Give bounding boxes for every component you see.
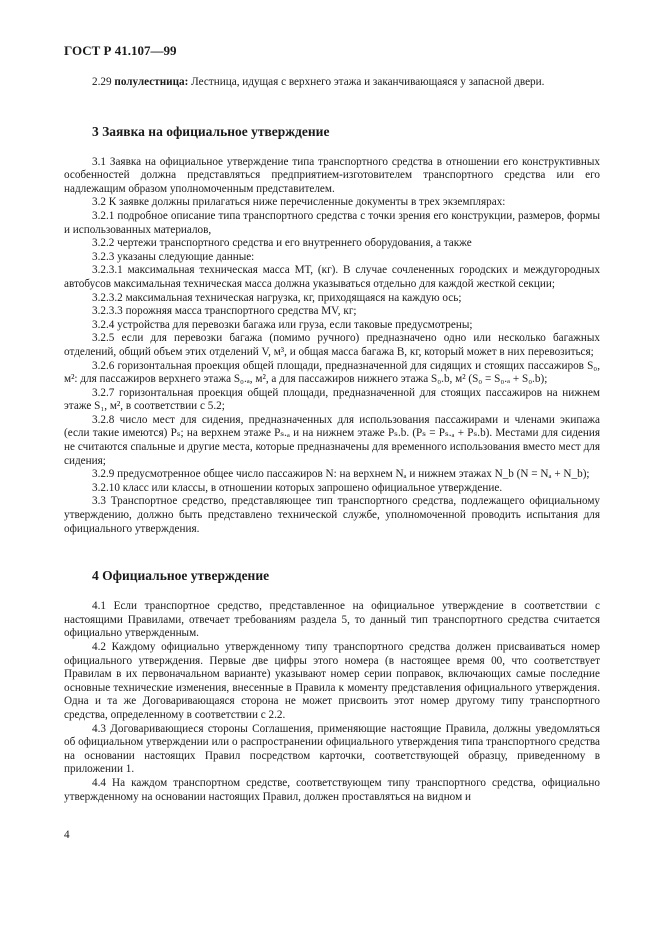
- paragraph-2-29: [64, 76, 600, 90]
- definition-text: Лестница, идущая с верхнего этажа и заканчивающаяся у запасной двери.: [191, 76, 545, 88]
- clause-number: 2.29: [92, 76, 112, 88]
- section3-paragraph: 3.2.3.1 максимальная техническая масса МТ, (кг). В случае сочлененных городских и междугородных автобусов максимальная техническая масса должна указываться отдельно для каждой жесткой секции;: [64, 264, 600, 290]
- section3-paragraph: 3.2.3.3 порожняя масса транспортного средства MV, кг;: [92, 305, 357, 318]
- section-3-body: [64, 156, 600, 537]
- section-4-title: 4 Официальное утверждение: [92, 568, 270, 584]
- section3-paragraph: 3.2.3 указаны следующие данные:: [92, 250, 255, 263]
- section4-paragraph: 4.1 Если транспортное средство, представленное на официальное утверждение в соответствии с настоящими Правилами, отвечает требованиям раздела 5, то данный тип транспортного средства считается официально утвержденным.: [64, 600, 600, 640]
- section3-paragraph: 3.2 К заявке должны прилагаться ниже перечисленные документы в трех экземплярах:: [92, 196, 506, 209]
- section3-paragraph: 3.2.3.2 максимальная техническая нагрузка, кг, приходящаяся на каждую ось;: [92, 291, 462, 304]
- page-number: 4: [64, 829, 70, 841]
- term: полулестница:: [114, 76, 189, 88]
- section3-paragraph: 3.2.8 число мест для сидения, предназначенных для использования пассажирами и членами экипажа (если такие имеются) Pₛ; на верхнем этаже Pₛ.ₐ и на нижнем этаже Pₛ.b. (Pₛ = Pₛ.ₐ + Pₛ.b). Местами для сидения не считаются спальные и другие места, которые предназначены для временного использования вместо мест для сидения;: [64, 413, 600, 467]
- section-3-title: 3 Заявка на официальное утверждение: [92, 123, 330, 139]
- section3-paragraph: 3.3 Транспортное средство, представляющее тип транспортного средства, подлежащего официальному утверждению, должно быть представлено технической службе, уполномоченной проводить испытания для официального утверждения.: [64, 495, 600, 535]
- section3-paragraph: 3.2.10 класс или классы, в отношении которых запрошено официальное утверждение.: [92, 481, 503, 494]
- document-header: ГОСТ Р 41.107—99: [64, 43, 177, 58]
- section3-paragraph: 3.2.4 устройства для перевозки багажа или груза, если таковые предусмотрены;: [92, 318, 473, 331]
- section3-paragraph: 3.2.9 предусмотренное общее число пассажиров N: на верхнем Nₐ и нижнем этажах N_b (N = Nₐ + N_b);: [92, 468, 590, 481]
- section4-paragraph: 4.4 На каждом транспортном средстве, соответствующем типу транспортного средства, официально утвержденному на основании настоящих Правил, должен проставляться на видном и: [64, 776, 600, 803]
- section-4-body: [64, 600, 600, 804]
- section3-paragraph: 3.2.1 подробное описание типа транспортного средства с точки зрения его конструкции, размеров, формы и использованных материалов,: [64, 209, 600, 236]
- section3-paragraph: 3.2.6 горизонтальная проекция общей площади, предназначенной для сидящих и стоящих пассажиров S₀, м²: для пассажиров верхнего этажа S₀.ₐ, м², а для пассажиров нижнего этажа S₀.b, м² (S₀ = S₀.ₐ + S₀.b);: [64, 359, 600, 386]
- section3-paragraph: 3.2.5 если для перевозки багажа (помимо ручного) предназначено одно или несколько багажных отделений, общий объем этих отделений V, м³, и общая масса багажа B, кг, который может в них перевозиться;: [64, 332, 600, 358]
- page-content: [64, 76, 600, 804]
- section3-paragraph: 3.2.7 горизонтальная проекция общей площади, предназначенной для стоящих пассажиров на нижнем этаже S₁, м², в соответствии с 5.2;: [64, 386, 600, 413]
- section4-paragraph: 4.2 Каждому официально утвержденному типу транспортного средства должен присваиваться номер официального утверждения. Первые две цифры этого номера (в настоящее время 00, что соответствует Правилам в их первоначальном варианте) указывают номер серии поправок, включающих самые последние основные технические изменения, внесенные в Правила к моменту представления официального утверждения. Одна и та же Договаривающаяся сторона не может присвоить этот номер другому типу транспортного средства, определенному в соответствии с 2.2.: [64, 641, 600, 721]
- section3-paragraph: 3.2.2 чертежи транспортного средства и его внутреннего оборудования, а также: [92, 237, 472, 250]
- section4-paragraph: 4.3 Договаривающиеся стороны Соглашения, применяющие настоящие Правила, должны уведомляться об официальном утверждении или о распространении официального утверждения типа транспортного средства на основании настоящих Правил посредством карточки, соответствующей образцу, приведенному в приложении 1.: [64, 722, 600, 776]
- section3-paragraph: 3.1 Заявка на официальное утверждение типа транспортного средства в отношении его конструктивных особенностей должна представляться предприятием-изготовителем транспортного средства или его надлежащим образом уполномоченным представителем.: [64, 155, 600, 195]
